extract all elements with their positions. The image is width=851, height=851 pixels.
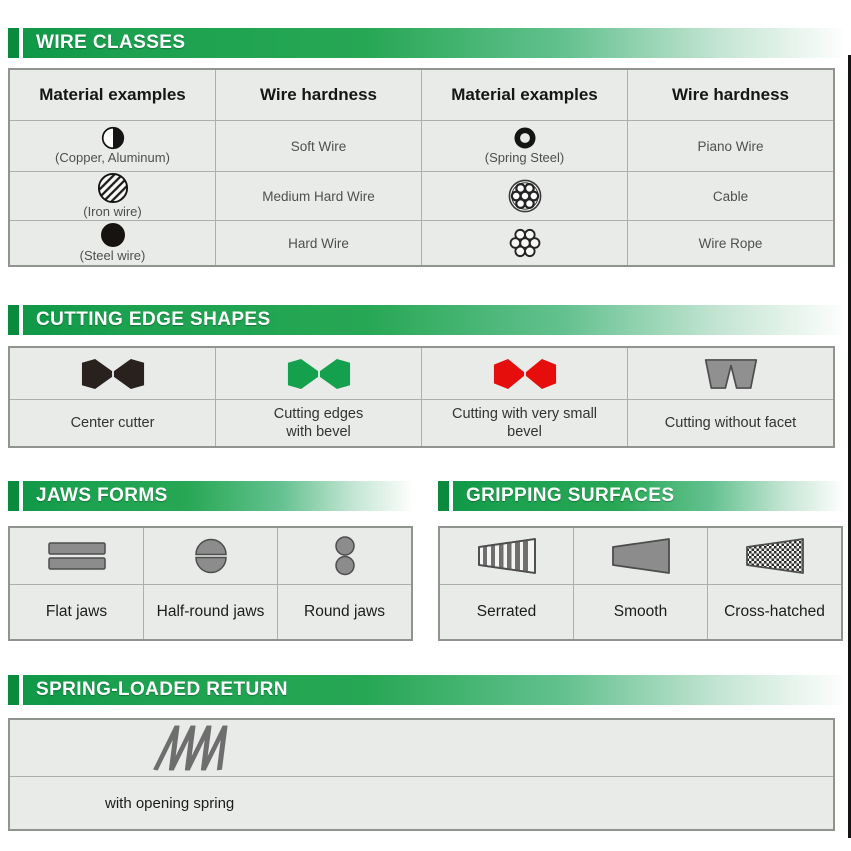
cutting-edge-title: CUTTING EDGE SHAPES <box>36 309 271 330</box>
spring-caption: with opening spring <box>10 777 833 829</box>
flat-jaws-icon <box>47 540 107 572</box>
gray-notched-cutter-icon <box>701 358 761 390</box>
grip-cell <box>574 528 707 584</box>
col-header: Material examples <box>422 70 627 120</box>
round-jaws-icon <box>333 535 357 577</box>
diagonal-hatched-circle-icon <box>97 172 129 204</box>
material-cell <box>422 221 627 265</box>
spring-title: SPRING-LOADED RETURN <box>36 679 288 700</box>
material-cell <box>10 121 215 171</box>
col-header: Wire hardness <box>216 70 421 120</box>
material-caption: (Spring Steel) <box>484 150 565 166</box>
serrated-surface-icon <box>476 536 538 576</box>
half-filled-circle-icon <box>101 126 125 150</box>
hardness-cell: Cable <box>628 172 833 220</box>
hardness-cell: Wire Rope <box>628 221 833 265</box>
gripping-title: GRIPPING SURFACES <box>466 485 675 506</box>
green-bowtie-cutter-icon <box>286 358 352 390</box>
material-cell <box>422 172 627 220</box>
cutting-edge-accent-bar <box>8 305 19 335</box>
jaw-label: Half-round jaws <box>144 585 277 639</box>
shape-label: Cutting without facet <box>628 400 833 446</box>
cross-hatched-surface-icon <box>744 536 806 576</box>
spring-table <box>8 718 835 831</box>
cutting-edge-table <box>8 346 835 448</box>
spring-banner <box>23 675 843 705</box>
wire-classes-title: WIRE CLASSES <box>36 32 186 53</box>
jaw-cell <box>144 528 277 584</box>
cutting-edge-banner <box>23 305 843 335</box>
jaw-cell <box>278 528 411 584</box>
jaws-forms-table <box>8 526 413 641</box>
material-caption: (Steel wire) <box>79 248 146 264</box>
material-cell <box>422 121 627 171</box>
coil-spring-icon <box>150 723 242 773</box>
material-cell <box>10 172 215 220</box>
col-header: Wire hardness <box>628 70 833 120</box>
hardness-cell: Hard Wire <box>216 221 421 265</box>
gripping-accent-bar <box>438 481 449 511</box>
shape-label: Cutting with very small bevel <box>422 400 627 446</box>
spring-icon-cell <box>10 720 833 776</box>
wire-classes-banner <box>23 28 843 58</box>
shape-cell <box>216 348 421 399</box>
jaws-forms-accent-bar <box>8 481 19 511</box>
shape-cell <box>10 348 215 399</box>
smooth-surface-icon <box>610 536 672 576</box>
gripping-table <box>438 526 843 641</box>
col-header: Material examples <box>10 70 215 120</box>
grip-cell <box>708 528 841 584</box>
gripping-banner <box>453 481 843 511</box>
material-caption: (Iron wire) <box>83 204 142 220</box>
cable-cross-section-icon <box>507 178 543 214</box>
grip-label: Cross-hatched <box>708 585 841 639</box>
shape-cell <box>628 348 833 399</box>
thick-ring-icon <box>513 126 537 150</box>
filled-circle-icon <box>100 222 126 248</box>
material-caption: (Copper, Aluminum) <box>55 150 170 166</box>
jaw-cell <box>10 528 143 584</box>
black-bowtie-cutter-icon <box>80 358 146 390</box>
wire-classes-accent-bar <box>8 28 19 58</box>
jaws-forms-title: JAWS FORMS <box>36 485 168 506</box>
wire-rope-cross-section-icon <box>508 226 542 260</box>
grip-cell <box>440 528 573 584</box>
shape-label: Cutting edges with bevel <box>216 400 421 446</box>
jaw-label: Round jaws <box>278 585 411 639</box>
shape-label: Center cutter <box>10 400 215 446</box>
shape-cell <box>422 348 627 399</box>
jaws-forms-banner <box>23 481 412 511</box>
grip-label: Serrated <box>440 585 573 639</box>
grip-label: Smooth <box>574 585 707 639</box>
hardness-cell: Soft Wire <box>216 121 421 171</box>
jaw-label: Flat jaws <box>10 585 143 639</box>
hardness-cell: Piano Wire <box>628 121 833 171</box>
hardness-cell: Medium Hard Wire <box>216 172 421 220</box>
wire-classes-table <box>8 68 835 267</box>
half-round-jaws-icon <box>194 536 228 576</box>
red-bowtie-cutter-icon <box>492 358 558 390</box>
spring-accent-bar <box>8 675 19 705</box>
material-cell <box>10 221 215 265</box>
